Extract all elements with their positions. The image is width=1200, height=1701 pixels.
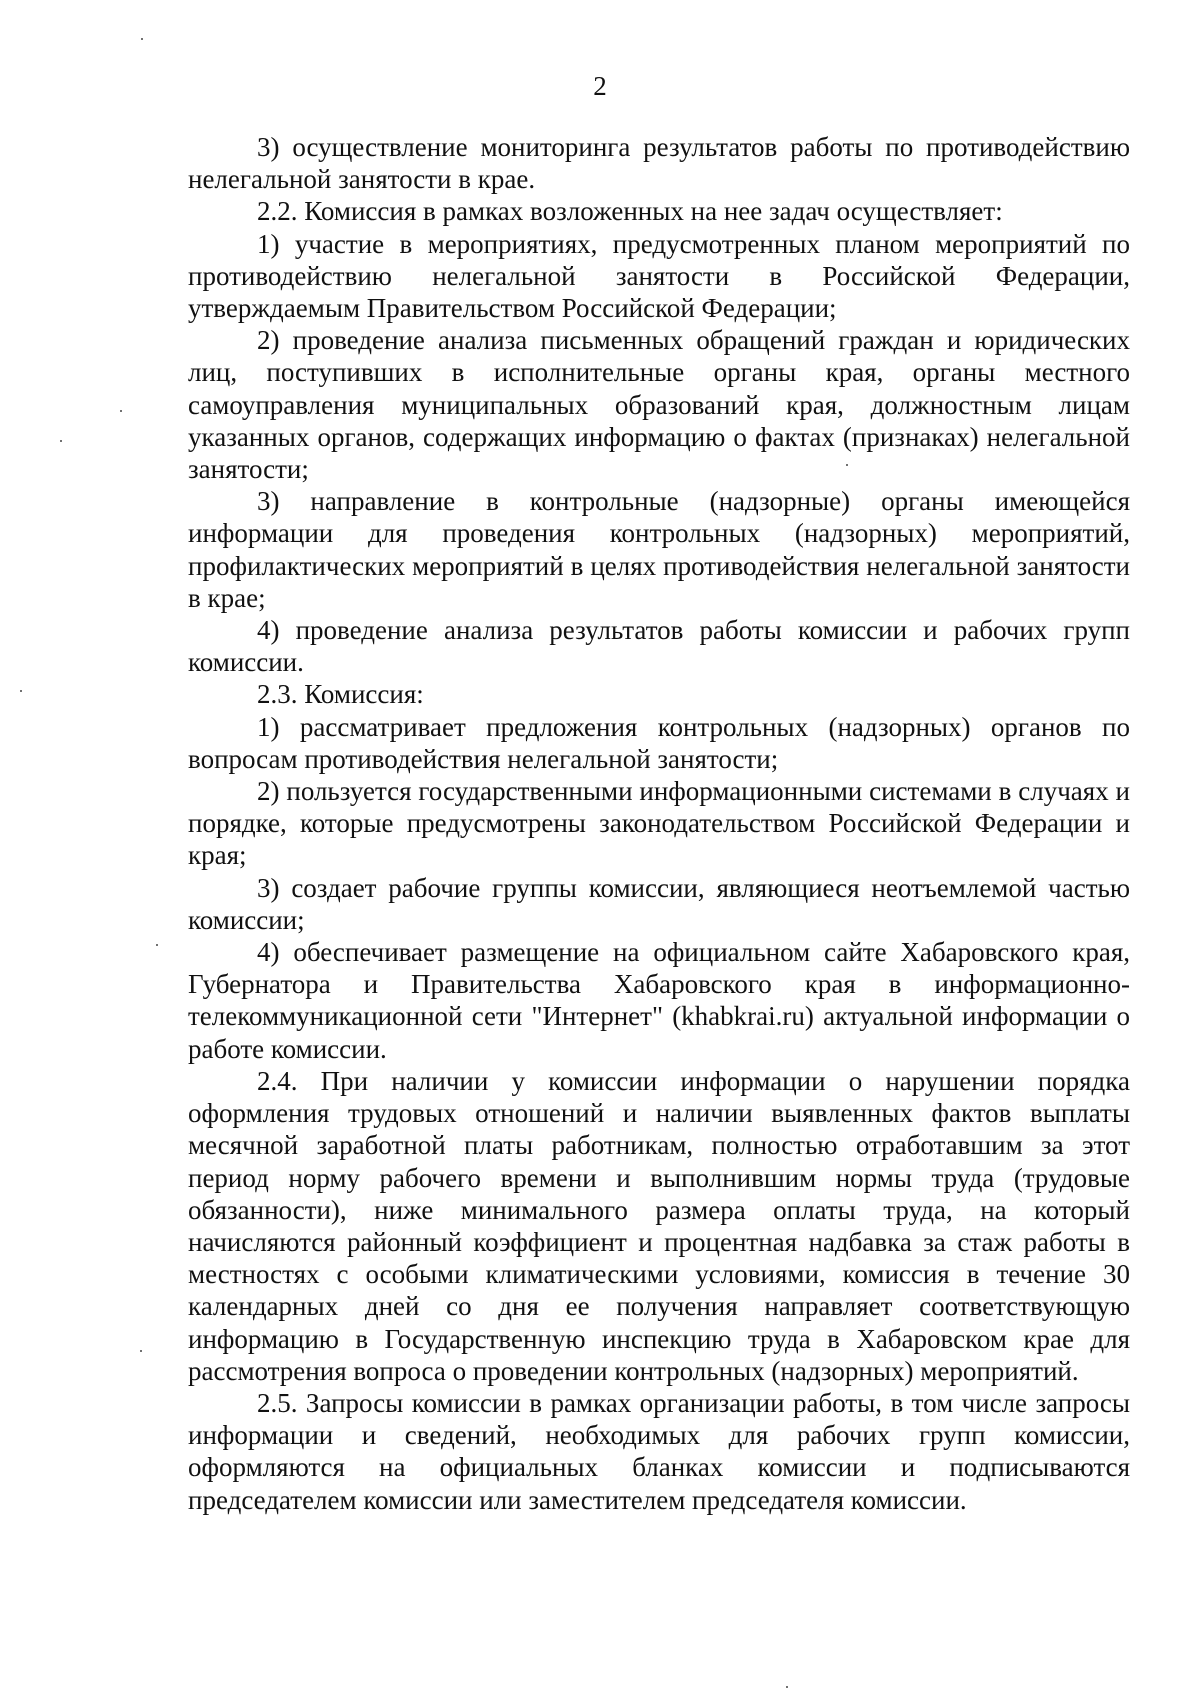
paragraph-2-2-heading: 2.2. Комиссия в рамках возложенных на нее задач осуществляет: — [257, 196, 1003, 227]
paragraph-2-2-item-1: 1) участие в мероприятиях, предусмотренных планом мероприятий по противодействию нелегальной занятости в Российской Федерации, утверждаемым Правительством Российской Федерации; — [188, 228, 1130, 324]
paragraph-2-5: 2.5. Запросы комиссии в рамках организации работы, в том числе запросы информации и сведений, необходимых для рабочих групп комиссии, оформляются на официальных бланках комиссии и подписываются председателем комиссии или заместителем председателя комиссии. — [188, 1387, 1130, 1515]
scan-speck — [120, 410, 122, 412]
document-body — [188, 131, 1130, 1516]
scan-speck — [786, 1686, 788, 1688]
paragraph-2-3-item-2: 2) пользуется государственными информационными системами в случаях и порядке, которые предусмотрены законодательством Российской Федерации и края; — [188, 776, 1130, 871]
scan-speck — [156, 944, 158, 946]
paragraph-2-3-item-1: 1) рассматривает предложения контрольных (надзорных) органов по вопросам противодействия нелегальной занятости; — [188, 711, 1130, 774]
scan-speck — [140, 1350, 142, 1352]
scan-speck — [60, 440, 62, 442]
paragraph-2-2-item-3: 3) направление в контрольные (надзорные) органы имеющейся информации для проведения контрольных (надзорных) мероприятий, профилактических мероприятий в целях противодействия нелегальной занятости в крае; — [188, 486, 1130, 613]
paragraph-2-3-item-3: 3) создает рабочие группы комиссии, являющиеся неотъемлемой частью комиссии; — [188, 872, 1130, 935]
paragraph-2-2-item-2: 2) проведение анализа письменных обращений граждан и юридических лиц, поступивших в исполнительные органы края, органы местного самоуправления муниципальных образований края, должностным лицам указанных органов, содержащих информацию о фактах (признаках) нелегальной занятости; — [188, 325, 1130, 485]
page-number: 2 — [593, 71, 607, 101]
paragraph-3-monitoring: 3) осуществление мониторинга результатов работы по противодействию нелегальной занятости в крае. — [188, 132, 1130, 195]
paragraph-2-2-item-4: 4) проведение анализа результатов работы комиссии и рабочих групп комиссии. — [188, 615, 1130, 678]
paragraph-2-3-heading: 2.3. Комиссия: — [257, 679, 424, 710]
scan-speck — [141, 38, 143, 40]
scan-speck — [846, 464, 848, 466]
paragraph-2-3-item-4: 4) обеспечивает размещение на официальном сайте Хабаровского края, Губернатора и Правительства Хабаровского края в информационно-телекоммуникационной сети "Интернет" (khabkrai.ru) актуальной информации о работе комиссии. — [188, 937, 1130, 1064]
scan-speck — [20, 690, 22, 692]
paragraph-2-4: 2.4. При наличии у комиссии информации о нарушении порядка оформления трудовых отношений и наличии выявленных фактов выплаты месячной заработной платы работникам, полностью отработавшим за этот период норму рабочего времени и выполнившим нормы труда (трудовые обязанности), ниже минимального размера оплаты труда, на который начисляются районный коэффициент и процентная надбавка за стаж работы в местностях с особыми климатическими условиями, комиссия в течение 30 календарных дней со дня ее получения направляет соответствующую информацию в Государственную инспекцию труда в Хабаровском крае для рассмотрения вопроса о проведении контрольных (надзорных) мероприятий. — [188, 1065, 1130, 1386]
